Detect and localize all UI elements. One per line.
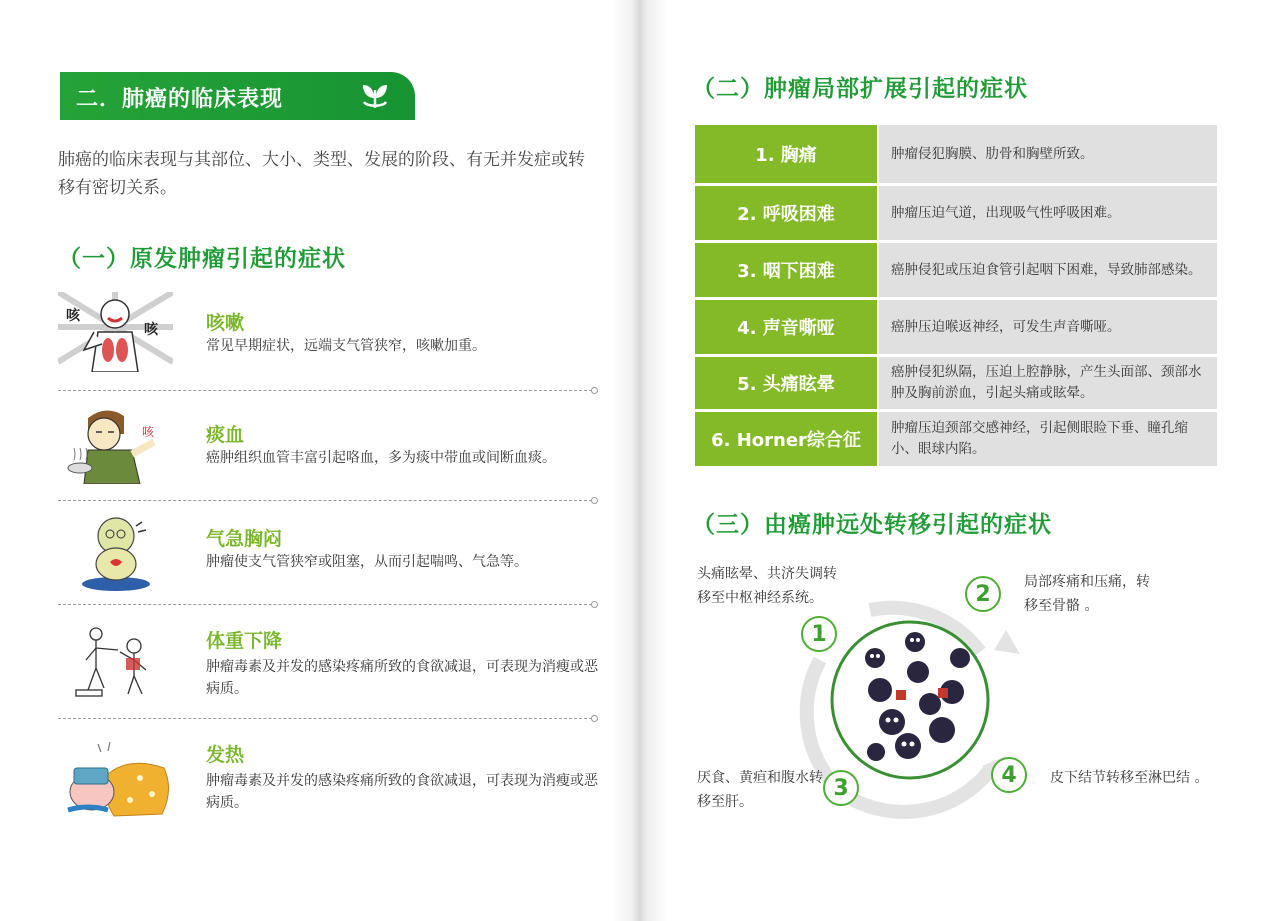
symptom-item [58, 292, 598, 382]
metastasis-note-1: 头痛眩晕、共济失调转移至中枢神经系统。 [697, 566, 837, 606]
symptom-item [58, 624, 598, 714]
dashed-divider [58, 718, 592, 719]
cough-text-right: 咳 [144, 322, 158, 338]
table-row [695, 412, 1217, 466]
shortness-of-breath-illustration [58, 512, 173, 592]
table-row-desc: 肿瘤侵犯胸膜、肋骨和胸壁所致。 [879, 125, 1217, 183]
table-row-desc: 肿瘤压迫气道，出现吸气性呼吸困难。 [879, 186, 1217, 240]
banner-title: 二．肺癌的临床表现 [76, 87, 284, 112]
table-row [695, 186, 1217, 240]
section-banner [60, 72, 415, 120]
symptom-name: 咳嗽 [206, 312, 245, 334]
symptom-name: 气急胸闷 [206, 528, 283, 550]
symptom-name: 痰血 [206, 424, 245, 446]
step-2-badge: 2 [965, 576, 1001, 612]
step-3-badge: 3 [823, 770, 859, 806]
table-row-desc: 癌肿侵犯或压迫食管引起咽下困难，导致肺部感染。 [879, 243, 1217, 297]
blood-sputum-illustration [58, 404, 173, 484]
dashed-divider [58, 500, 592, 501]
metastasis-note-2: 局部疼痛和压痛，转移至骨骼 。 [1024, 574, 1150, 614]
symptom-desc: 癌肿组织血管丰富引起咯血，多为痰中带血或间断血痰。 [206, 450, 556, 466]
section2-title: （二）肿瘤局部扩展引起的症状 [692, 76, 1028, 102]
table-row [695, 243, 1217, 297]
left-page [0, 0, 636, 921]
table-row-label: 4. 声音嘶哑 [695, 300, 877, 354]
symptom-item [58, 512, 598, 602]
symptom-desc: 肿瘤毒素及并发的感染疼痛所致的食欲减退，可表现为消瘦或恶病质。 [206, 773, 598, 811]
metastasis-note-4: 皮下结节转移至淋巴结 。 [1050, 770, 1209, 786]
table-row [695, 357, 1217, 409]
symptom-desc: 常见早期症状，远端支气管狭窄，咳嗽加重。 [206, 338, 486, 354]
table-row-label: 2. 呼吸困难 [695, 186, 877, 240]
table-row-desc: 癌肿压迫喉返神经，可发生声音嘶哑。 [879, 300, 1217, 354]
cough-illustration [58, 292, 173, 372]
symptom-item [58, 738, 598, 828]
book-gutter [612, 0, 668, 921]
metastasis-note-3: 厌食、黄疸和腹水转移至肝。 [697, 770, 823, 810]
table-row-label: 6. Horner综合征 [695, 412, 877, 466]
symptom-desc: 肿瘤毒素及并发的感染疼痛所致的食欲减退，可表现为消瘦或恶病质。 [206, 659, 598, 697]
leaf-icon [359, 80, 391, 112]
symptom-name: 发热 [206, 744, 245, 766]
section1-title: （一）原发肿瘤引起的症状 [58, 246, 346, 272]
cough-text-left: 咳 [66, 308, 80, 324]
table-row-desc: 癌肿侵犯纵隔，压迫上腔静脉，产生头面部、颈部水肿及胸前淤血，引起头痛或眩晕。 [879, 357, 1217, 409]
step-4-badge: 4 [991, 757, 1027, 793]
dashed-divider [58, 604, 592, 605]
symptom-desc: 肿瘤使支气管狭窄或阻塞，从而引起喘鸣、气急等。 [206, 554, 528, 570]
intro-paragraph: 肺癌的临床表现与其部位、大小、类型、发展的阶段、有无并发症或转移有密切关系。 [58, 150, 585, 198]
weight-loss-illustration [58, 624, 173, 704]
table-row-desc: 肿瘤压迫颈部交感神经，引起侧眼睑下垂、瞳孔缩小、眼球内陷。 [879, 412, 1217, 466]
table-row [695, 125, 1217, 183]
blood-text: 咳 [142, 425, 155, 439]
section3-title: （三）由癌肿远处转移引起的症状 [692, 512, 1052, 538]
table-row-label: 1. 胸痛 [695, 125, 877, 183]
table-row-label: 5. 头痛眩晕 [695, 357, 877, 409]
table-row [695, 300, 1217, 354]
step-1-badge: 1 [801, 616, 837, 652]
symptom-name: 体重下降 [206, 630, 283, 652]
fever-illustration [58, 738, 173, 818]
dashed-divider [58, 390, 592, 391]
table-row-label: 3. 咽下困难 [695, 243, 877, 297]
symptom-item [58, 404, 598, 494]
